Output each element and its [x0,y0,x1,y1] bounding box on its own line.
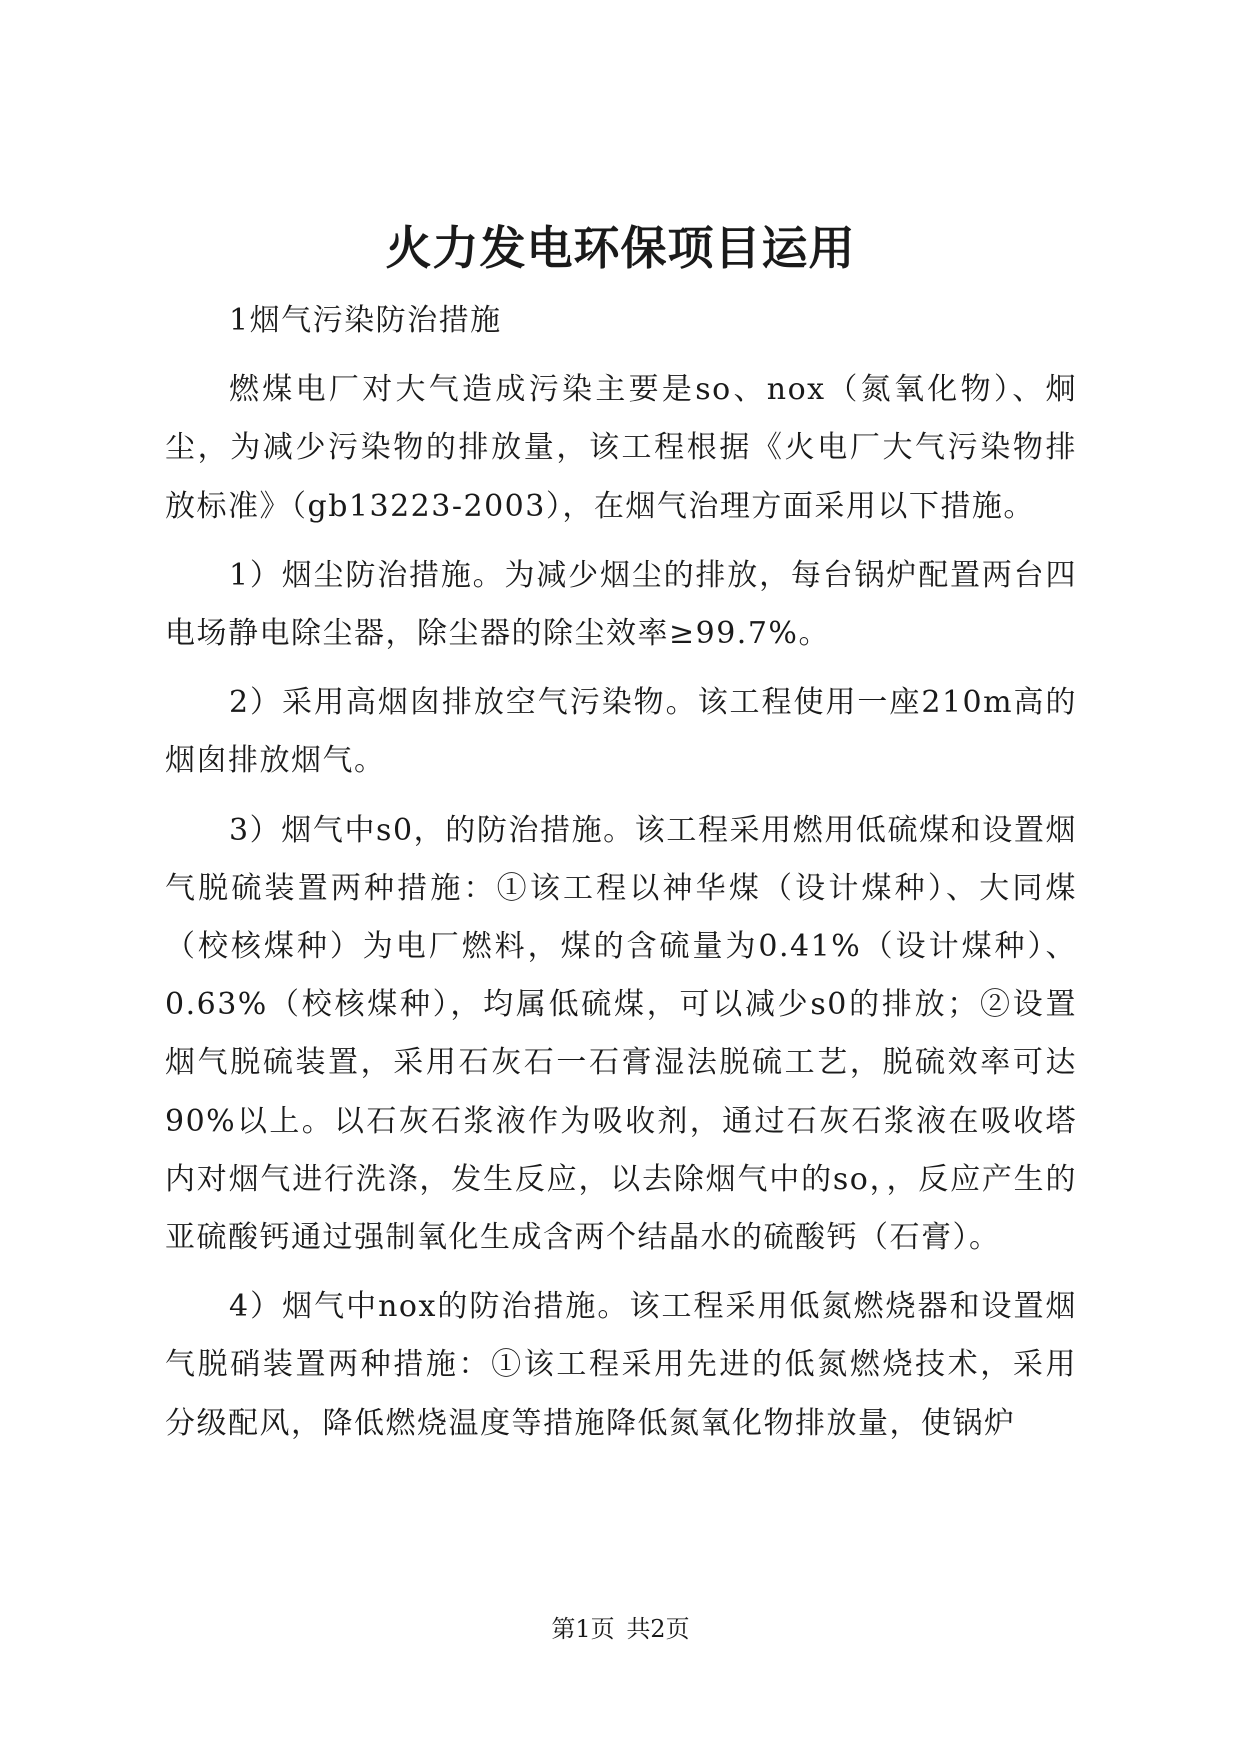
document-title: 火力发电环保项目运用 [385,221,856,275]
paragraph-chimney: 2）采用高烟囱排放空气污染物。该工程使用一座210m高的烟囱排放烟气。 [165,685,1077,779]
paragraph-nox-control: 4）烟气中nox的防治措施。该工程采用低氮燃烧器和设置烟气脱硝装置两种措施：①该工程采用先进的低氮燃烧技术，采用分级配风，降低燃烧温度等措施降低氮氧化物排放量，使锅炉 [165,1289,1077,1441]
paragraph-dust-control: 1）烟尘防治措施。为减少烟尘的排放，每台锅炉配置两台四电场静电除尘器，除尘器的除尘效率≥99.7%。 [165,557,1077,652]
paragraph-intro: 燃煤电厂对大气造成污染主要是so、nox（氮氧化物）、炯尘，为减少污染物的排放量，该工程根据《火电厂大气污染物排放标准》（gb13223-2003），在烟气治理方面采用以下措施。 [165,372,1077,524]
paragraph-so2-control: 3）烟气中s0，的防治措施。该工程采用燃用低硫煤和设置烟气脱硫装置两种措施：①该工程以神华煤（设计煤种）、大同煤（校核煤种）为电厂燃料，煤的含硫量为0.41%（设计煤种）、0.63%（校核煤种），均属低硫煤，可以减少s0的排放；②设置烟气脱硫装置，采用石灰石一石膏湿法脱硫工艺，脱硫效率可达90%以上。以石灰石浆液作为吸收剂，通过石灰石浆液在吸收塔内对烟气进行洗涤，发生反应，以去除烟气中的so，，反应产生的亚硫酸钙通过强制氧化生成含两个结晶水的硫酸钙（石膏）。 [165,812,1077,1256]
page-total: 共2页 [626,1615,690,1643]
page-footer [0,1612,1241,1646]
page-number: 第1页 [551,1615,615,1643]
document-body [165,292,1077,1464]
section-heading: 1烟气污染防治措施 [229,303,502,338]
